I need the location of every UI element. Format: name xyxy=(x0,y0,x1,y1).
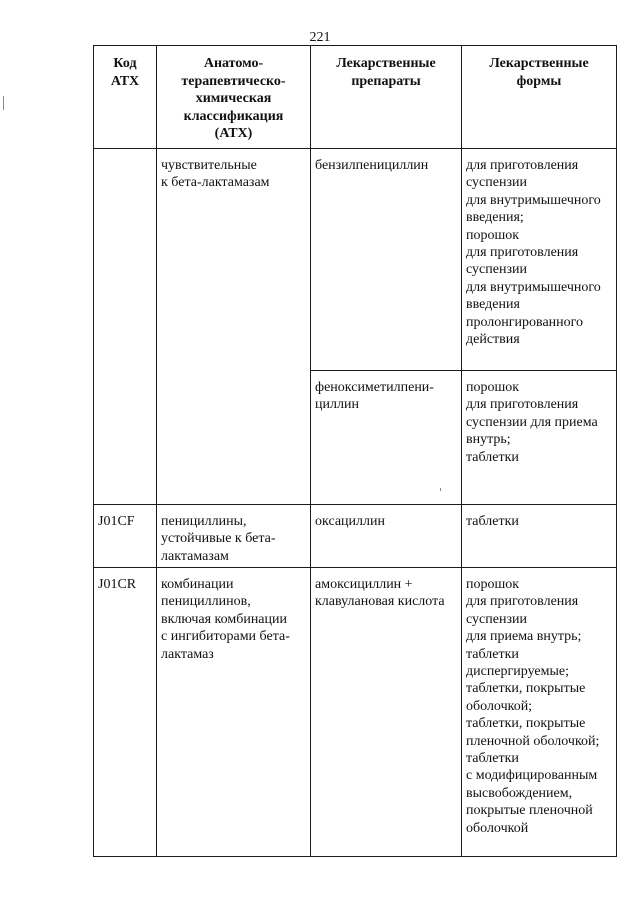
page-number: 221 xyxy=(309,30,331,45)
scan-mark-left xyxy=(3,96,4,110)
drug-forms: для приготовления суспензии для внутримышечного введения; порошок для приготовления суспензии для внутримышечного введения пролонгированного действия xyxy=(462,149,617,371)
row-code: J01CF xyxy=(94,505,157,568)
drug-forms: порошок для приготовления суспензии для приема внутрь; таблетки диспергируемые; таблетки, покрытые оболочкой; таблетки, покрытые пленочной оболочкой; таблетки с модифицированным высвобождением, покрытые пленочной оболочкой xyxy=(462,568,617,857)
atx-table xyxy=(93,45,617,857)
table-row xyxy=(94,568,617,857)
row-code: J01CR xyxy=(94,568,157,857)
drug-forms: порошок для приготовления суспензии для приема внутрь; таблетки xyxy=(462,371,617,505)
table-header-row xyxy=(94,46,617,149)
drug-name: оксациллин xyxy=(311,505,462,568)
header-code: Код АТХ xyxy=(94,46,157,149)
drug-name: бензилпенициллин xyxy=(311,149,462,371)
row-classification: чувствительные к бета-лактамазам xyxy=(157,149,311,505)
table-row xyxy=(94,505,617,568)
drug-forms: таблетки xyxy=(462,505,617,568)
header-drugs: Лекарственные препараты xyxy=(311,46,462,149)
drug-name: феноксиметилпени- циллин xyxy=(311,371,462,505)
header-classification: Анатомо- терапевтическо- химическая классификация (АТХ) xyxy=(157,46,311,149)
header-forms: Лекарственные формы xyxy=(462,46,617,149)
row-classification: пенициллины, устойчивые к бета- лактамазам xyxy=(157,505,311,568)
table-row xyxy=(94,149,617,371)
drug-name: амоксициллин + клавулановая кислота xyxy=(311,568,462,857)
row-code xyxy=(94,149,157,505)
row-classification: комбинации пенициллинов, включая комбинации с ингибиторами бета- лактамаз xyxy=(157,568,311,857)
